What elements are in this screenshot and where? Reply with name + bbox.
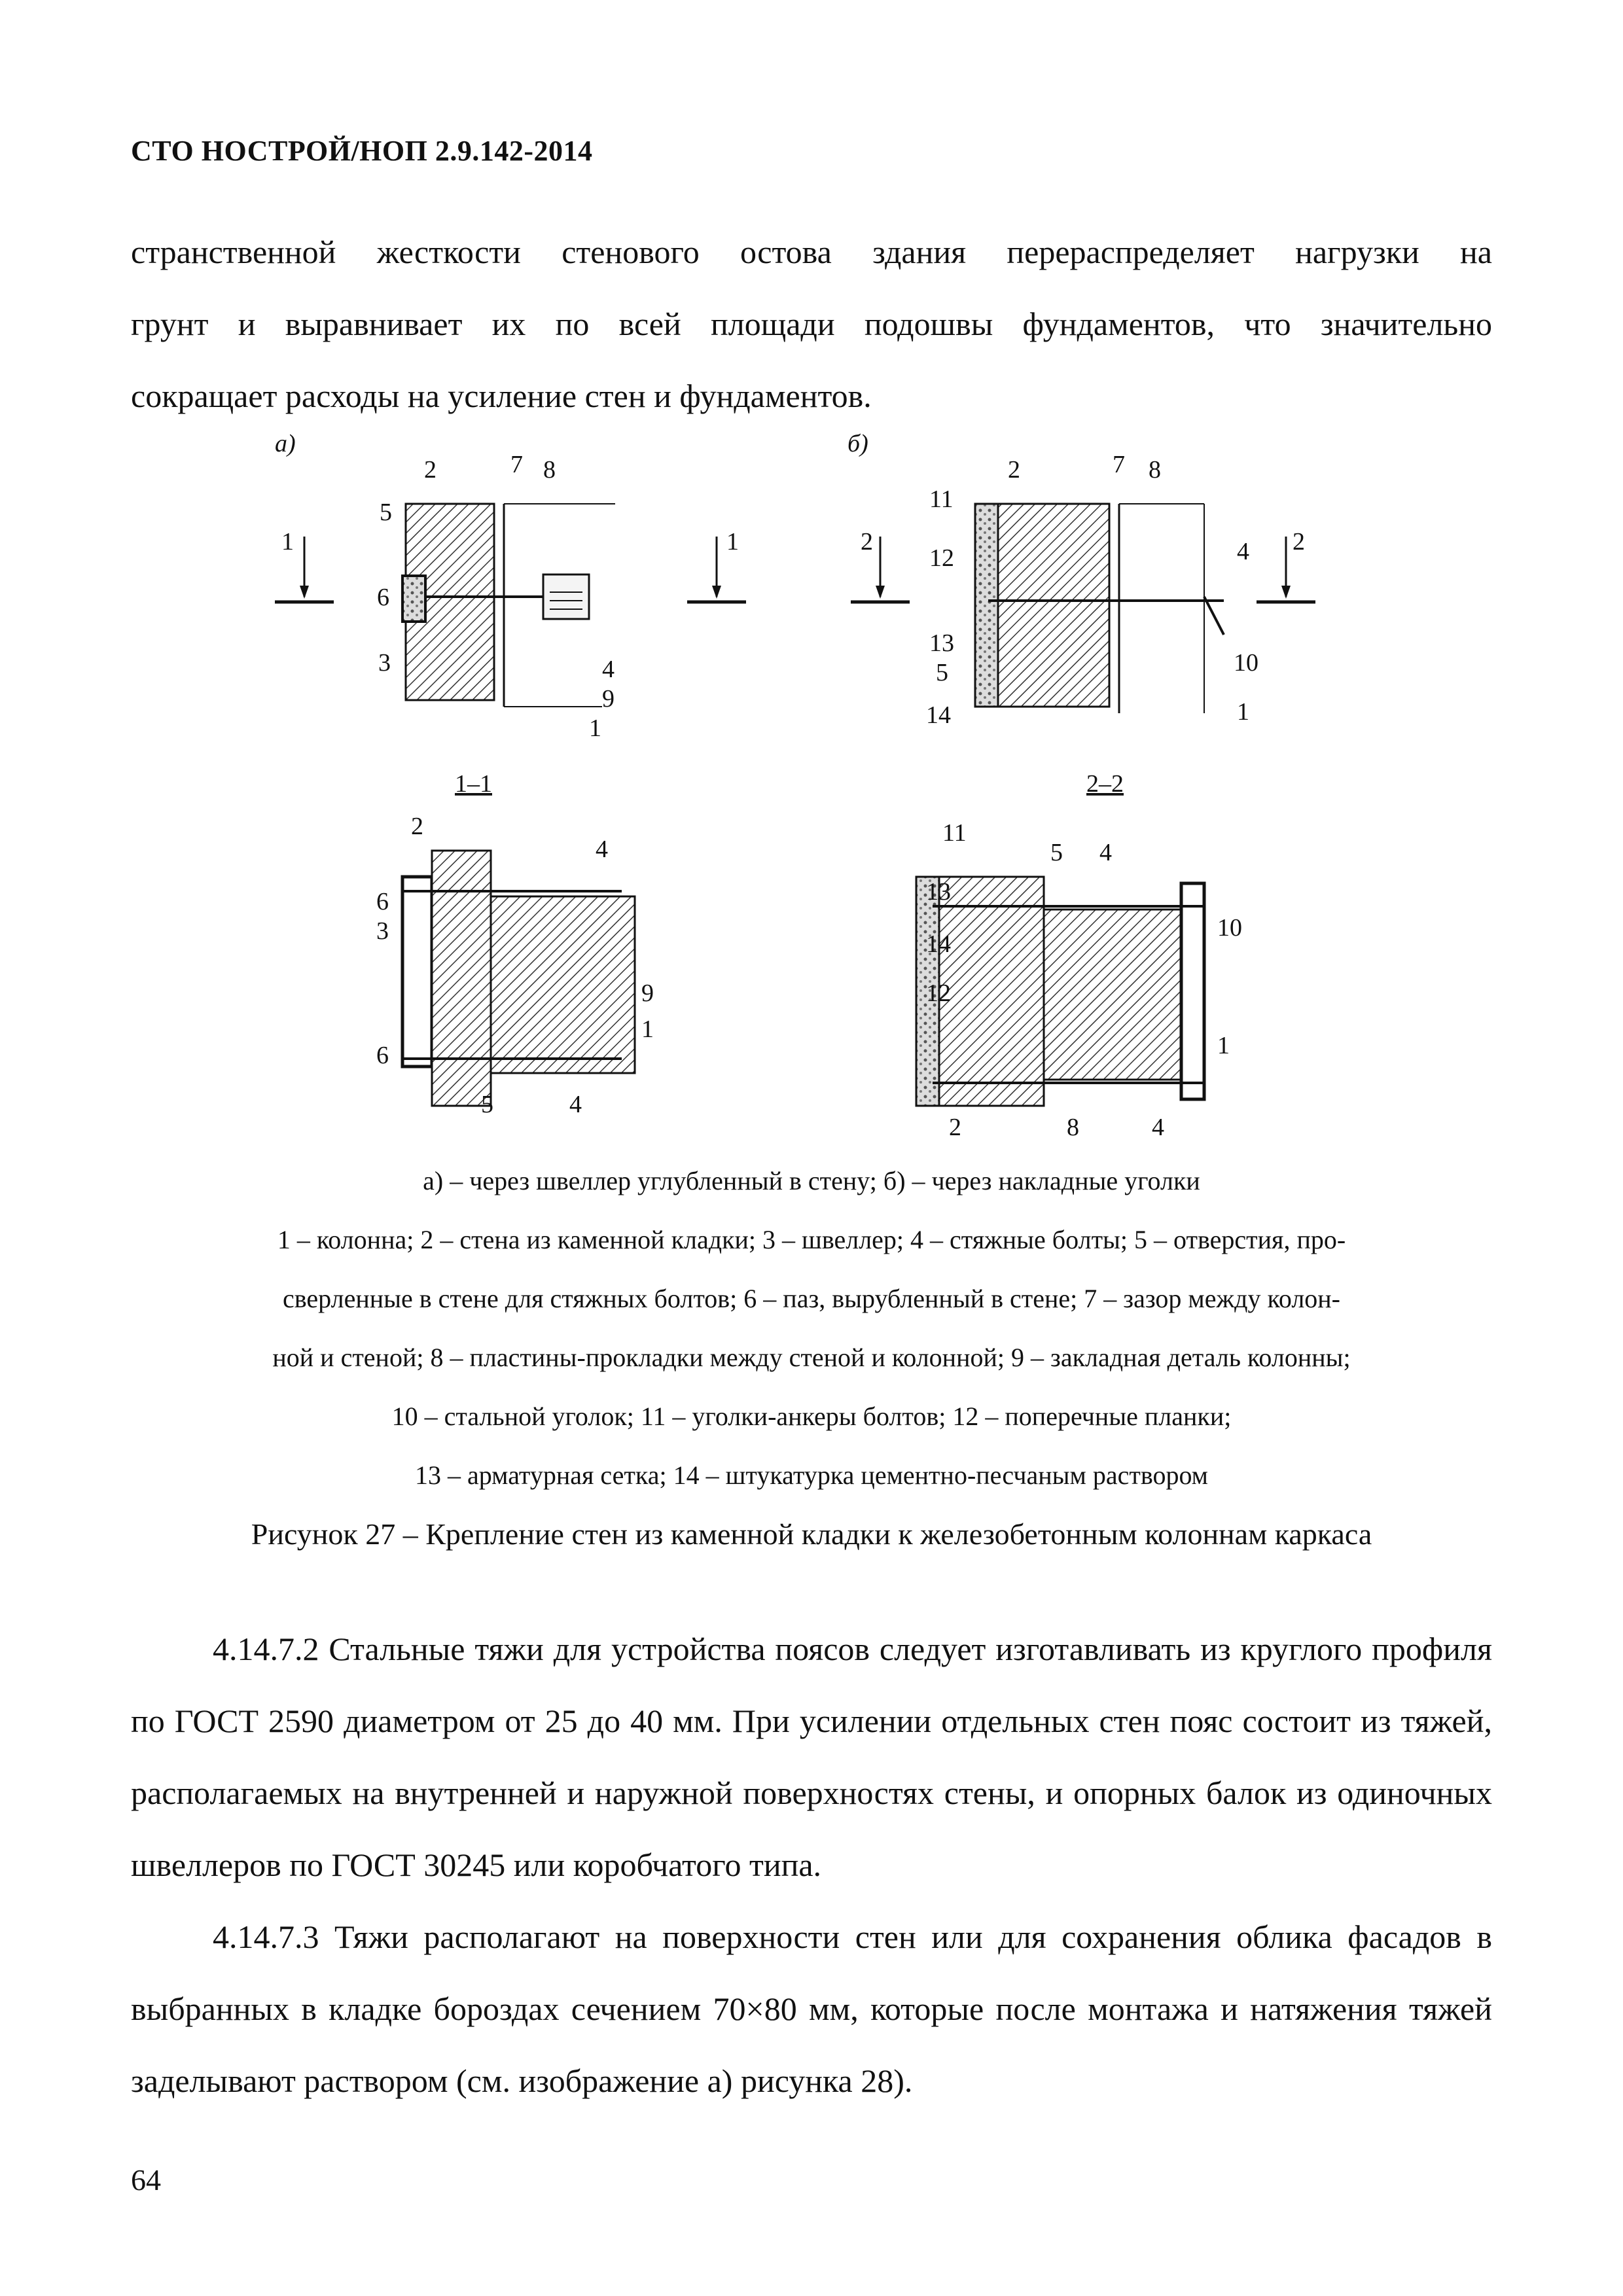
caption-legend-line: 10 – стальной уголок; 11 – уголки-анкеры болтов; 12 – поперечные планки; — [391, 1402, 1232, 1431]
plaster-layer — [975, 504, 998, 707]
variant-a-label: а) — [275, 430, 296, 457]
callout-8: 8 — [543, 456, 556, 484]
callout-12: 12 — [929, 544, 954, 572]
section-1-1-title: 1–1 — [455, 770, 492, 798]
wall-masonry — [939, 877, 1044, 1106]
callout-1: 1 — [1217, 1032, 1230, 1059]
callout-2: 2 — [424, 456, 437, 484]
callout-1: 1 — [589, 715, 601, 742]
callout-4: 4 — [596, 836, 608, 863]
callout-2: 2 — [411, 813, 423, 840]
channel — [402, 877, 432, 1067]
cut-label: 1 — [726, 528, 739, 556]
callout-9: 9 — [641, 980, 654, 1007]
callout-3: 3 — [376, 917, 389, 945]
caption-legend-line: 1 – колонна; 2 – стена из каменной кладки; 3 – швеллер; 4 – стяжные болты; 5 – отверстия, про- — [277, 1225, 1346, 1254]
callout-1: 1 — [641, 1016, 654, 1043]
callout-10: 10 — [1234, 649, 1258, 677]
wall-masonry — [998, 504, 1109, 707]
callout-5: 5 — [1050, 839, 1063, 866]
callout-12: 12 — [926, 980, 951, 1007]
document-header: СТО НОСТРОЙ/НОП 2.9.142-2014 — [131, 135, 593, 167]
figure-27-drawing — [236, 425, 1387, 1145]
callout-14: 14 — [926, 701, 951, 729]
section-2-2-title: 2–2 — [1086, 770, 1124, 798]
callout-5: 5 — [936, 659, 948, 686]
cut-label: 1 — [281, 528, 294, 556]
callout-4: 4 — [602, 656, 615, 683]
view-b-plan — [975, 504, 1224, 713]
section-2-2-drawing — [916, 877, 1204, 1106]
figure-caption — [118, 1152, 1505, 1564]
callout-11: 11 — [942, 819, 967, 847]
channel-recess — [402, 576, 425, 622]
intro-line: сокращает расходы на усиление стен и фундаментов. — [131, 378, 872, 414]
embedded-part — [543, 574, 589, 619]
callout-1: 1 — [1237, 698, 1249, 726]
callout-13: 13 — [926, 878, 951, 906]
wall-masonry — [432, 851, 491, 1106]
callout-11: 11 — [929, 486, 954, 513]
caption-variants: а) – через швеллер углубленный в стену; б) – через накладные уголки — [423, 1166, 1200, 1195]
callout-6: 6 — [376, 888, 389, 915]
column — [1044, 910, 1181, 1080]
callout-13: 13 — [929, 629, 954, 657]
callout-14: 14 — [926, 930, 951, 958]
callout-4: 4 — [1152, 1114, 1164, 1141]
column — [491, 896, 635, 1073]
caption-legend-line: ной и стеной; 8 – пластины-прокладки между стеной и колонной; 9 – закладная деталь колонны; — [272, 1343, 1351, 1372]
section-1-1-drawing — [402, 851, 635, 1106]
callout-8: 8 — [1149, 456, 1161, 484]
paragraph-4-14-7-2: 4.14.7.2 Стальные тяжи для устройства поясов следует изготавливать из круглого профиля по ГОСТ 2590 диаметром от 25 до 40 мм. При усилении отдельных стен пояс состоит из тяжей, располагаемых на внутренней и наружной поверхностях стены, и опорных балок из одиночных швеллеров по ГОСТ 30245 или коробчатого типа. — [131, 1631, 1492, 1883]
callout-3: 3 — [378, 649, 391, 677]
callout-7: 7 — [510, 451, 523, 478]
callout-7: 7 — [1113, 451, 1125, 478]
body-text — [131, 1613, 1492, 2117]
callout-4: 4 — [1099, 839, 1112, 866]
view-a-plan — [402, 504, 615, 707]
callout-2: 2 — [949, 1114, 961, 1141]
callout-5: 5 — [380, 499, 392, 526]
callout-8: 8 — [1067, 1114, 1079, 1141]
callout-9: 9 — [602, 685, 615, 713]
caption-legend-line: сверленные в стене для стяжных болтов; 6 – паз, вырубленный в стене; 7 – зазор между колон- — [282, 1284, 1340, 1313]
cut-marker-1-right — [687, 528, 746, 602]
steel-angle — [1181, 883, 1204, 1099]
callout-4: 4 — [569, 1091, 582, 1118]
callout-6: 6 — [377, 584, 389, 611]
steel-angle — [1204, 597, 1224, 635]
cut-label: 2 — [861, 528, 873, 556]
caption-legend-line: 13 – арматурная сетка; 14 – штукатурка цементно-песчаным раствором — [415, 1460, 1208, 1490]
intro-paragraph — [131, 216, 1492, 432]
page-number: 64 — [131, 2163, 161, 2197]
cut-marker-2-left — [851, 528, 910, 602]
figure-title: Рисунок 27 – Крепление стен из каменной кладки к железобетонным колоннам каркаса — [251, 1517, 1372, 1551]
callout-2: 2 — [1008, 456, 1020, 484]
callout-6: 6 — [376, 1042, 389, 1069]
cut-label: 2 — [1293, 528, 1305, 556]
cut-marker-2-right — [1257, 528, 1315, 602]
callout-5: 5 — [481, 1091, 493, 1118]
callout-4: 4 — [1237, 538, 1249, 565]
intro-line: грунт и выравнивает их по всей площади подошвы фундаментов, что значительно — [131, 306, 1492, 342]
paragraph-4-14-7-3: 4.14.7.3 Тяжи располагают на поверхности стен или для сохранения облика фасадов в выбранных в кладке бороздах сечением 70×80 мм, которые после монтажа и натяжения тяжей заделывают раствором (см. изображение а) рисунка 28). — [131, 1918, 1492, 2099]
cut-marker-1-left — [275, 528, 334, 602]
intro-line: странственной жесткости стенового остова здания перераспределяет нагрузки на — [131, 234, 1492, 270]
variant-b-label: б) — [847, 430, 868, 457]
callout-10: 10 — [1217, 914, 1242, 942]
